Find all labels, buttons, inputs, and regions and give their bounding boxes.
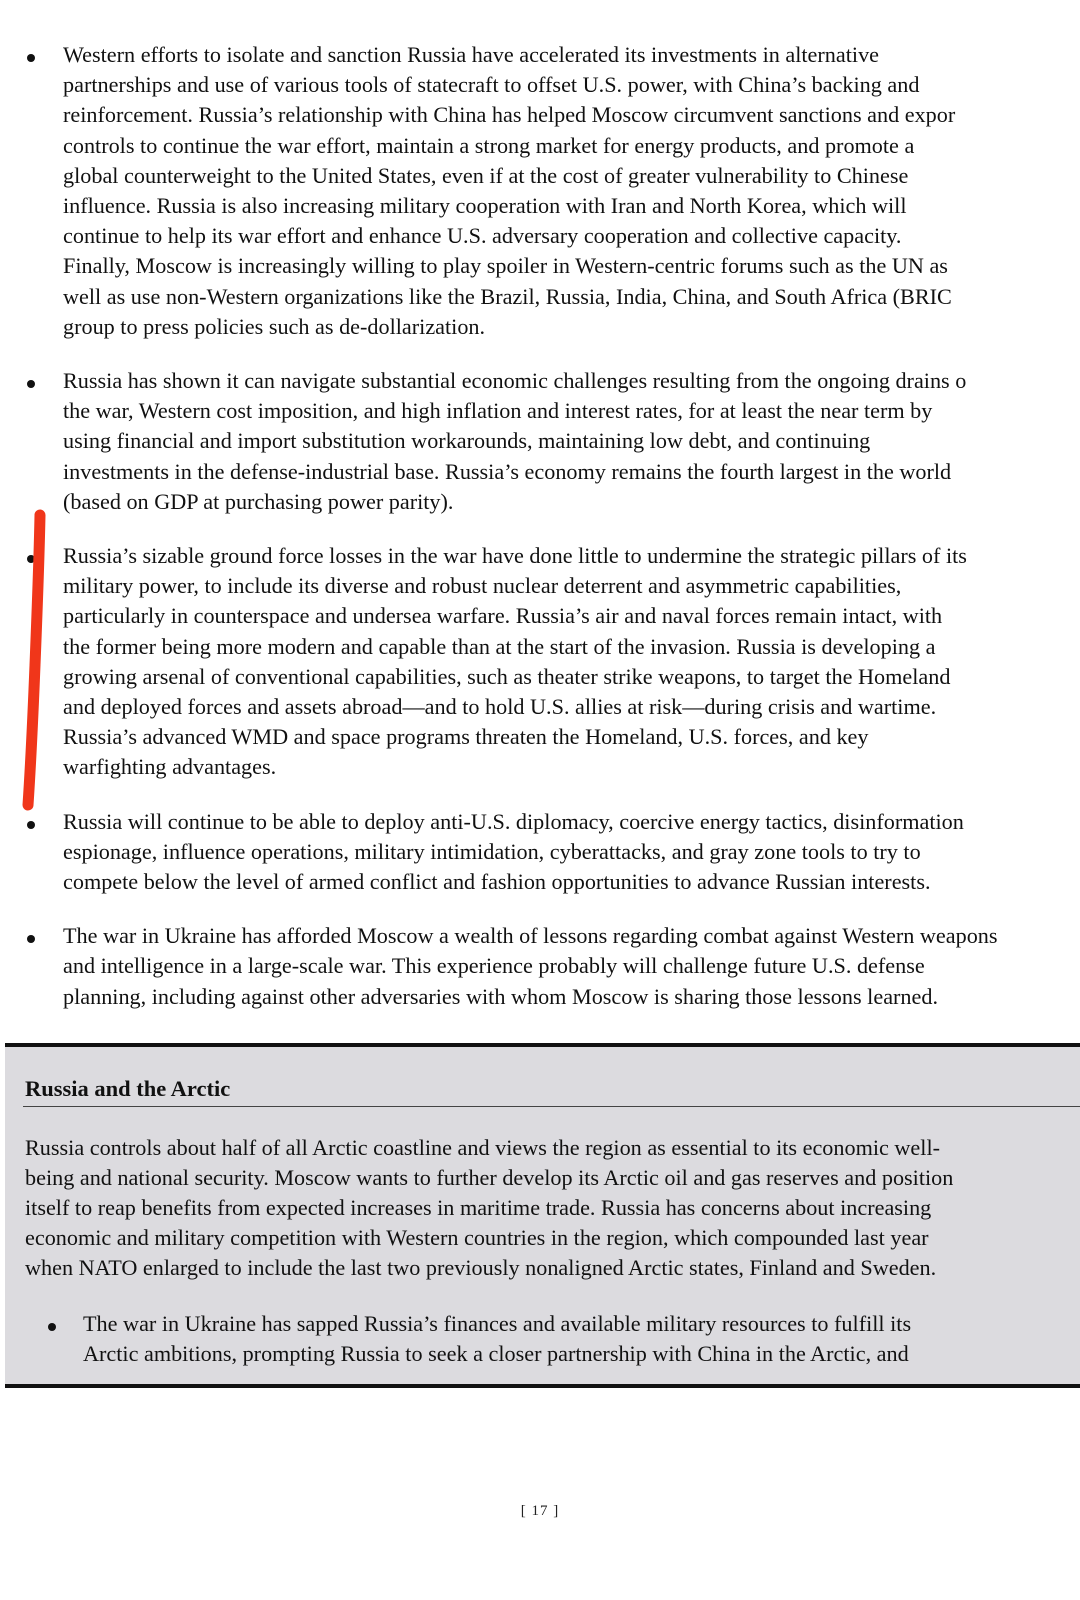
text-line: Russia controls about half of all Arctic coastline and views the region as essential to its economic well-: [25, 1135, 940, 1160]
text-line: The war in Ukraine has afforded Moscow a wealth of lessons regarding combat against Western weapons: [63, 923, 998, 949]
text-line: the war, Western cost imposition, and high inflation and interest rates, for at least the near term by: [63, 398, 933, 424]
text-line: the former being more modern and capable than at the start of the invasion. Russia is developing a: [63, 633, 936, 659]
text-line: (based on GDP at purchasing power parity).: [63, 488, 454, 514]
text-line: and deployed forces and assets abroad—and to hold U.S. allies at risk—during crisis and wartime.: [63, 694, 937, 720]
box-paragraph: [25, 1133, 953, 1283]
text-line: compete below the level of armed conflict and fashion opportunities to advance Russian interests.: [63, 869, 931, 895]
bullet-icon: [27, 935, 35, 943]
text-line: when NATO enlarged to include the last two previously nonaligned Arctic states, Finland and Sweden.: [25, 1255, 937, 1280]
page-number: [ 17 ]: [520, 1503, 560, 1519]
text-line: The war in Ukraine has sapped Russia’s finances and available military resources to fulfill its: [83, 1311, 912, 1336]
text-line: group to press policies such as de-dollarization.: [63, 313, 486, 339]
box-title: Russia and the Arctic: [25, 1076, 231, 1101]
box-bullet-item: [83, 1309, 911, 1369]
text-line: Western efforts to isolate and sanction Russia have accelerated its investments in alternative: [63, 42, 880, 67]
bullet-icon: [48, 1323, 56, 1331]
text-line: particularly in counterspace and undersea warfare. Russia’s air and naval forces remain intact, with: [63, 603, 943, 629]
text-line: influence. Russia is also increasing military cooperation with Iran and North Korea, which will: [63, 193, 907, 219]
bullet-list: [0, 40, 1080, 1012]
text-line: warfighting advantages.: [63, 754, 277, 780]
text-line: itself to reap benefits from expected increases in maritime trade. Russia has concerns about increasing: [25, 1195, 932, 1220]
text-line: Russia’s sizable ground force losses in the war have done little to undermine the strategic pillars of its: [63, 543, 967, 569]
text-line: Arctic ambitions, prompting Russia to seek a closer partnership with China in the Arctic, and: [83, 1341, 909, 1366]
text-line: Finally, Moscow is increasingly willing to play spoiler in Western-centric forums such as the UN as: [63, 253, 948, 279]
text-line: being and national security. Moscow wants to further develop its Arctic oil and gas reserves and position: [25, 1165, 954, 1190]
bullet-icon: [27, 821, 35, 829]
text-line: controls to continue the war effort, maintain a strong market for energy products, and promote a: [63, 132, 915, 158]
text-line: continue to help its war effort and enhance U.S. adversary cooperation and collective capacity.: [63, 223, 902, 249]
text-line: investments in the defense-industrial base. Russia’s economy remains the fourth largest in the world: [63, 458, 952, 484]
bullet-icon: [27, 555, 35, 563]
bullet-icon: [27, 54, 35, 62]
arctic-sidebar-box: [5, 1043, 1080, 1388]
text-line: Russia’s advanced WMD and space programs threaten the Homeland, U.S. forces, and key: [63, 724, 869, 750]
text-line: global counterweight to the United States, even if at the cost of greater vulnerability to Chinese: [63, 162, 909, 188]
text-line: Russia will continue to be able to deploy anti-U.S. diplomacy, coercive energy tactics, disinformation: [63, 808, 964, 834]
text-line: military power, to include its diverse and robust nuclear deterrent and asymmetric capabilities,: [63, 573, 902, 599]
text-line: growing arsenal of conventional capabilities, such as theater strike weapons, to target the Homeland: [63, 663, 951, 689]
bullet-item: [0, 541, 1080, 783]
bullet-item: [0, 366, 1080, 517]
text-line: economic and military competition with Western countries in the region, which compounded last year: [25, 1225, 929, 1250]
text-line: using financial and import substitution workarounds, maintaining low debt, and continuing: [63, 428, 871, 454]
text-line: espionage, influence operations, military intimidation, cyberattacks, and gray zone tools to try to: [63, 838, 921, 864]
text-line: planning, including against other adversaries with whom Moscow is sharing those lessons learned.: [63, 983, 939, 1009]
text-line: and intelligence in a large-scale war. This experience probably will challenge future U.S. defense: [63, 953, 925, 979]
text-line: reinforcement. Russia’s relationship with China has helped Moscow circumvent sanctions and expor: [63, 102, 956, 128]
bullet-item: [0, 807, 1080, 898]
bullet-icon: [27, 380, 35, 388]
text-line: Russia has shown it can navigate substantial economic challenges resulting from the ongoing drains o: [63, 368, 967, 394]
bullet-item: [0, 921, 1080, 1012]
bullet-item: [0, 40, 1080, 342]
title-divider: [23, 1106, 1080, 1107]
text-line: partnerships and use of various tools of statecraft to offset U.S. power, with China’s backing and: [63, 72, 920, 98]
text-line: well as use non-Western organizations like the Brazil, Russia, India, China, and South Africa (BRIC: [63, 283, 952, 309]
